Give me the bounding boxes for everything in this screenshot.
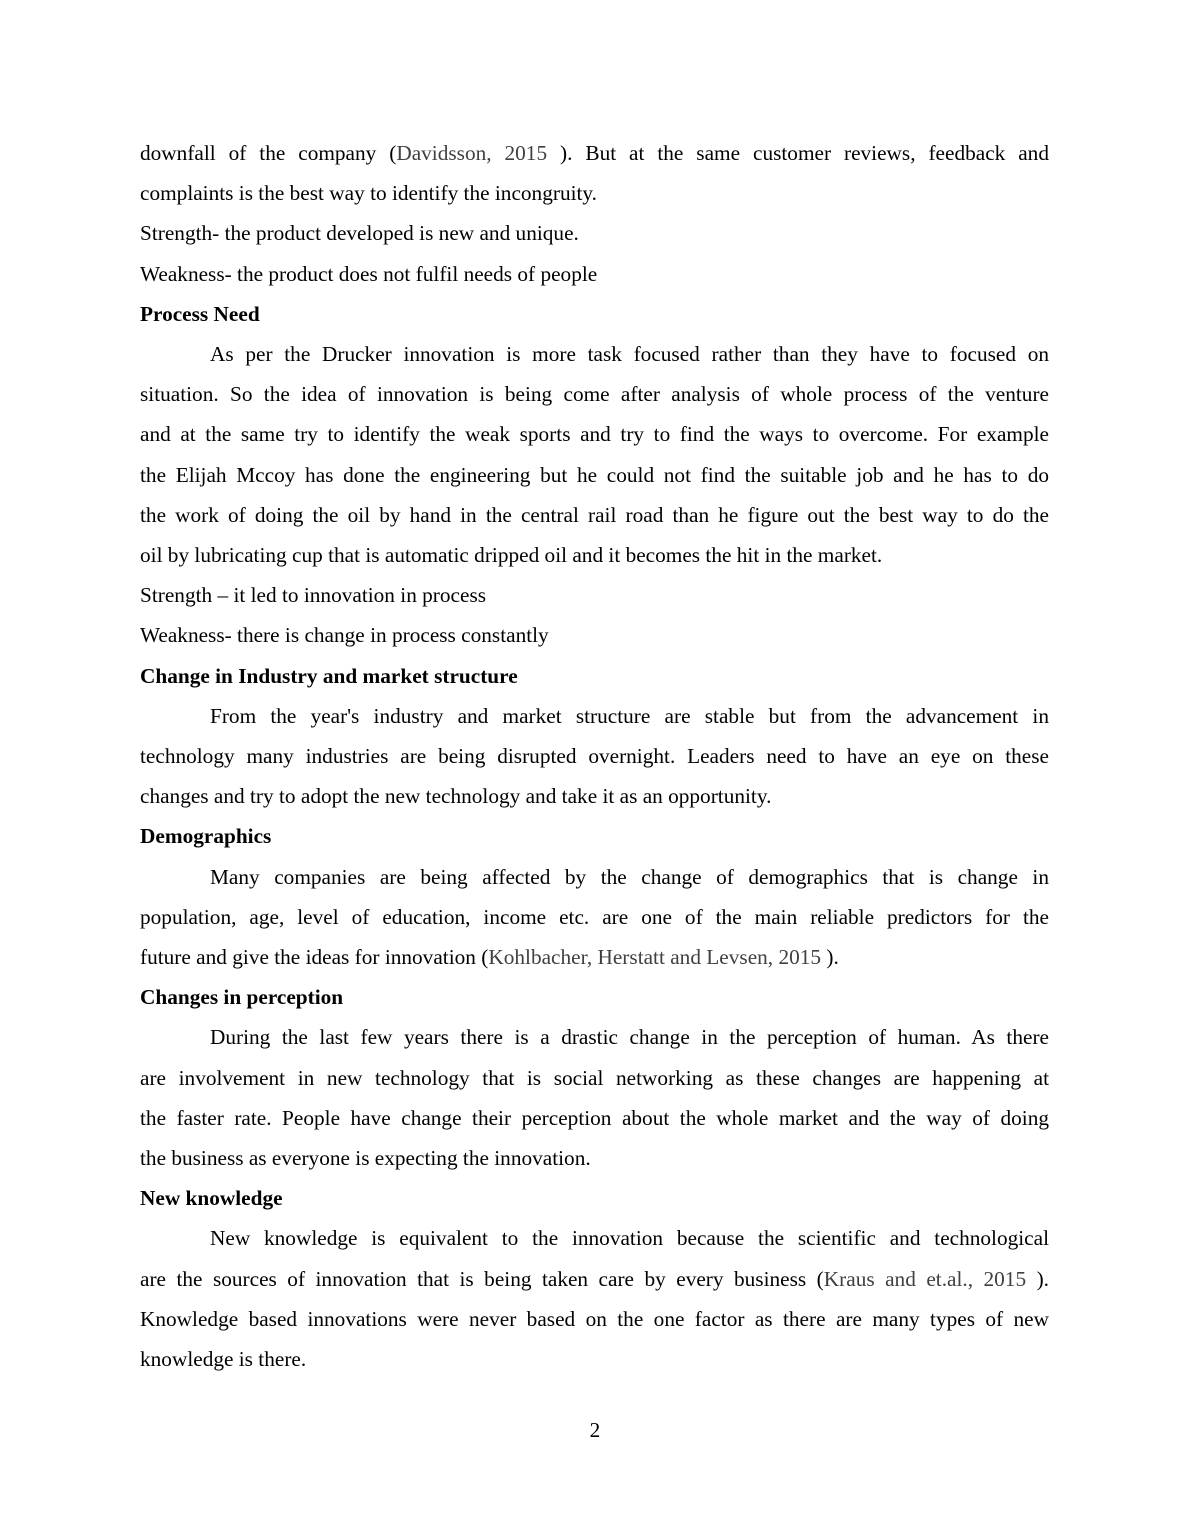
body-line: and at the same try to identify the weak sports and try to find the ways to overcome. For example — [140, 422, 1049, 447]
section-heading: Changes in perception — [140, 985, 344, 1010]
section-heading: Demographics — [140, 824, 272, 849]
body-line: knowledge is there. — [140, 1347, 307, 1372]
weakness-line: Weakness- there is change in process constantly — [140, 623, 549, 648]
body-line: the Elijah Mccoy has done the engineering but he could not find the suitable job and he has to do — [140, 462, 1049, 487]
body-line: Many companies are being affected by the change of demographics that is change in — [210, 864, 1049, 889]
citation: Kraus and et.al., 2015 — [823, 1266, 1027, 1291]
text-run: ). But at the same customer reviews, feedback and — [547, 141, 1049, 165]
body-line: During the last few years there is a drastic change in the perception of human. As there — [210, 1025, 1049, 1050]
strength-line: Strength – it led to innovation in process — [140, 583, 487, 608]
citation: Davidsson, 2015 — [396, 141, 548, 165]
body-line: population, age, level of education, income etc. are one of the main reliable predictors for the — [140, 904, 1049, 929]
body-line: the faster rate. People have change their perception about the whole market and the way of doing — [140, 1105, 1049, 1130]
body-line — [140, 1259, 1049, 1299]
text-run: downfall of the company ( — [140, 141, 397, 165]
body-line: situation. So the idea of innovation is being come after analysis of whole process of the venture — [140, 382, 1049, 407]
body-line: New knowledge is equivalent to the innovation because the scientific and technological — [210, 1226, 1049, 1251]
body-line: changes and try to adopt the new technology and take it as an opportunity. — [140, 784, 772, 809]
body-line: are involvement in new technology that is social networking as these changes are happening at — [140, 1065, 1049, 1090]
body-line — [140, 937, 1049, 977]
text-run: ). — [821, 945, 839, 970]
section-heading: New knowledge — [140, 1186, 283, 1211]
body-line: From the year's industry and market structure are stable but from the advancement in — [210, 703, 1049, 728]
section-heading: Change in Industry and market structure — [140, 663, 518, 688]
body-line: complaints is the best way to identify the incongruity. — [140, 181, 598, 206]
text-run: are the sources of innovation that is being taken care by every business ( — [140, 1266, 824, 1291]
body-line: oil by lubricating cup that is automatic dripped oil and it becomes the hit in the market. — [140, 543, 883, 568]
body-line: As per the Drucker innovation is more task focused rather than they have to focused on — [210, 342, 1049, 367]
citation: Kohlbacher, Herstatt and Levsen, 2015 — [488, 945, 822, 970]
body-line: Knowledge based innovations were never based on the one factor as there are many types of new — [140, 1306, 1049, 1331]
page-number: 2 — [589, 1418, 601, 1442]
weakness-line: Weakness- the product does not fulfil needs of people — [140, 261, 598, 286]
body-line: the work of doing the oil by hand in the central rail road than he figure out the best way to do the — [140, 502, 1049, 527]
strength-line: Strength- the product developed is new and unique. — [140, 221, 579, 246]
text-run: ). — [1026, 1266, 1049, 1291]
section-heading: Process Need — [140, 301, 260, 326]
document-page — [140, 133, 1049, 1379]
text-run: future and give the ideas for innovation ( — [140, 945, 489, 970]
body-line — [140, 133, 1049, 173]
body-line: the business as everyone is expecting the innovation. — [140, 1146, 591, 1171]
body-line: technology many industries are being disrupted overnight. Leaders need to have an eye on these — [140, 744, 1049, 769]
